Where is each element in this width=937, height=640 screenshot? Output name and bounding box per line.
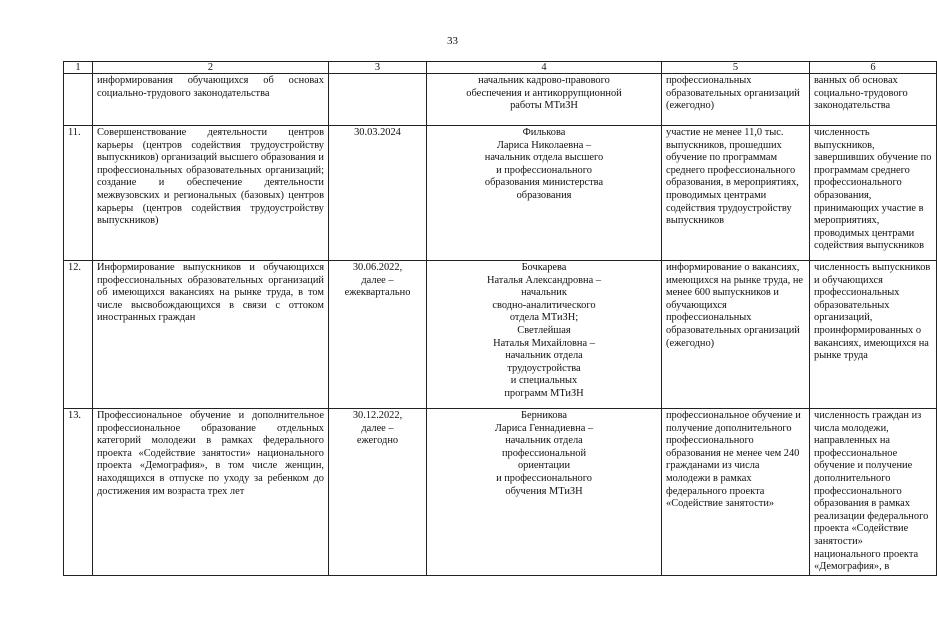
indicator-cell: профессиональное обучение и получение дополнительного профессионального образования не менее чем 240 гражданами из числа молодежи в рамках федерального проекта «Содействие занятости» — [662, 409, 810, 576]
column-header: 5 — [662, 62, 810, 74]
column-header: 3 — [329, 62, 427, 74]
activity-cell: Профессиональное обучение и дополнительное профессиональное образование отдельных категорий молодежи в рамках федерального проекта «Содействие занятости» национального проекта «Демография», в том числе женщин, находящихся в отпуске по уходу за ребенком до достижения им возраста трех лет — [93, 409, 329, 576]
column-header: 4 — [427, 62, 662, 74]
indicator-cell: участие не менее 11,0 тыс. выпускников, прошедших обучение по программам среднего профессионального образования, в мероприятиях, проводимых центрами содействия трудоустройству выпускников — [662, 126, 810, 261]
responsible-cell: Филькова Лариса Николаевна – начальник отдела высшего и профессионального образования министерства образования — [427, 126, 662, 261]
table-row — [64, 261, 937, 409]
table-row — [64, 409, 937, 576]
responsible-cell: начальник кадрово-правового обеспечения и антикоррупционной работы МТиЗН — [427, 74, 662, 126]
result-cell: численность выпускников, завершивших обучение по программам среднего профессионального образования, принимающих участие в мероприятиях, проводимых центрами содействия выпускников — [810, 126, 937, 261]
deadline-cell: 30.12.2022, далее – ежегодно — [329, 409, 427, 576]
row-number — [64, 74, 93, 126]
result-cell: ванных об основах социально-трудового законодательства — [810, 74, 937, 126]
column-header: 6 — [810, 62, 937, 74]
indicator-cell: информирование о вакансиях, имеющихся на рынке труда, не менее 600 выпускников и обучающихся профессиональных образовательных организаций (ежегодно) — [662, 261, 810, 409]
activity-cell: Совершенствование деятельности центров карьеры (центров содействия трудоустройству выпускников) организаций высшего образования и профессиональных образовательных организаций; создание и обеспечение деятельности межвузовских и региональных (базовых) центров карьеры (центров содействия трудоустройству выпускников) — [93, 126, 329, 261]
row-number: 11. — [64, 126, 93, 261]
row-number: 12. — [64, 261, 93, 409]
indicator-cell: профессиональных образовательных организаций (ежегодно) — [662, 74, 810, 126]
responsible-cell: Берникова Лариса Геннадиевна – начальник отдела профессиональной ориентации и профессионального обучения МТиЗН — [427, 409, 662, 576]
activity-cell: Информирование выпускников и обучающихся профессиональных образовательных организаций об имеющихся вакансиях на рынке труда, в том числе высвобождающихся в связи с оттоком иностранных граждан — [93, 261, 329, 409]
measures-table — [63, 61, 937, 576]
activity-cell: информирования обучающихся об основах социально-трудового законодательства — [93, 74, 329, 126]
table-row — [64, 74, 937, 126]
deadline-cell: 30.03.2024 — [329, 126, 427, 261]
result-cell: численность выпускников и обучающихся профессиональных образовательных организаций, проинформированных о вакансиях, имеющихся на рынке труда — [810, 261, 937, 409]
row-number: 13. — [64, 409, 93, 576]
page-number: 33 — [447, 35, 458, 47]
column-header: 1 — [64, 62, 93, 74]
result-cell: численность граждан из числа молодежи, направленных на профессиональное обучение и получение дополнительного профессионального образования в рамках реализации федерального проекта «Содействие занятости» национального проекта «Демография», в — [810, 409, 937, 576]
responsible-cell: Бочкарева Наталья Александровна – начальник сводно-аналитического отдела МТиЗН; Светлейшая Наталья Михайловна – начальник отдела трудоустройства и специальных программ МТиЗН — [427, 261, 662, 409]
deadline-cell: 30.06.2022, далее – ежеквартально — [329, 261, 427, 409]
column-header: 2 — [93, 62, 329, 74]
column-number-row — [64, 62, 937, 74]
table-row — [64, 126, 937, 261]
deadline-cell — [329, 74, 427, 126]
